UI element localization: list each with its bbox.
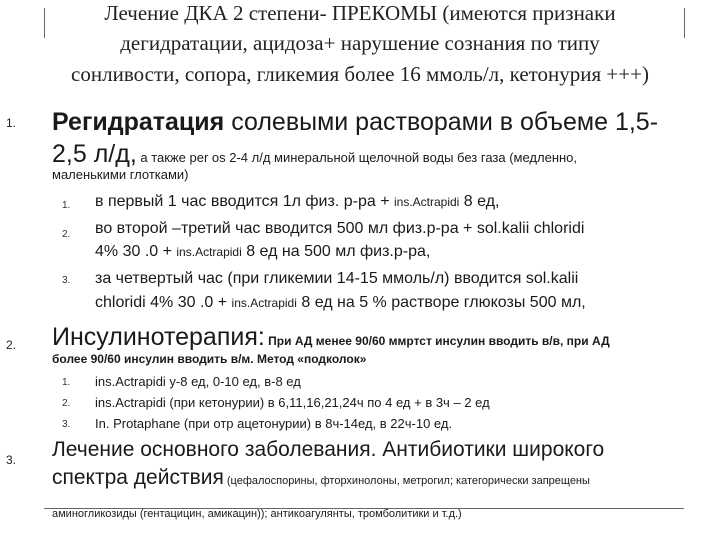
item-1-line-2-big: 2,5 л/д, [52, 140, 137, 168]
title-line-2: дегидратации, ацидоза+ нарушение сознания по типу [120, 31, 600, 55]
item-1-line-1 [52, 108, 658, 137]
item-1-number: 1. [6, 116, 17, 130]
item-2-sub-3-number: 3. [62, 419, 71, 430]
drug-name: ins.Actrapidi [176, 245, 242, 259]
item-1-sub-3-line-2 [95, 294, 586, 312]
item-1-sub-2-number: 2. [62, 229, 71, 240]
item-2-heading-rest: При АД менее 90/60 ммртст инсулин вводить в/в, при АД [264, 334, 610, 348]
item-1-sub-2-line-1: во второй –третий час вводится 500 мл физ.р-ра + sol.kalii chloridi [95, 220, 585, 237]
item-2-number: 2. [6, 338, 17, 352]
title-line-1: Лечение ДКА 2 степени- ПРЕКОМЫ (имеются признаки [104, 1, 616, 25]
text-part: chloridi 4% 30 .0 + [95, 294, 232, 311]
item-3-number: 3. [6, 453, 17, 467]
item-3-line-2-big: спектра действия [52, 466, 224, 489]
drug-name: ins.Actrapidi [231, 296, 297, 310]
item-2-line-1 [52, 323, 610, 352]
text-part: 8 ед на 5 % растворе глюкозы 500 мл, [296, 294, 586, 311]
item-2-sub-2-number: 2. [62, 398, 71, 409]
item-3-line-2 [52, 466, 590, 490]
item-3-line-2-small: (цефалоспорины, фторхинолоны, метрогил; категорически запрещены [223, 475, 590, 487]
item-1-sub-2-line-2 [95, 243, 430, 261]
item-2-sub-2-text: ins.Actrapidi (при кетонурии) в 6,11,16,21,24ч по 4 ед + в 3ч – 2 ед [95, 395, 490, 410]
item-2-sub-1-text: ins.Actrapidi у-8 ед, 0-10 ед, в-8 ед [95, 374, 301, 389]
text-part: 4% 30 .0 + [95, 243, 177, 260]
item-1-heading-rest: солевыми растворами в объеме 1,5- [224, 108, 659, 136]
item-2-heading: Инсулинотерапия: [52, 323, 265, 351]
item-3-line-3: аминогликозиды (гентацицин, амикацин)); антикоагулянты, тромболитики и т.д.) [52, 508, 462, 520]
item-1-sub-3-number: 3. [62, 275, 71, 286]
item-1-line-2 [52, 140, 577, 169]
text-part: в первый 1 час вводится 1л физ. р-ра + [95, 193, 394, 210]
item-1-sub-1-number: 1. [62, 200, 71, 211]
item-2-sub-3-text: In. Protaphane (при отр ацетонурии) в 8ч-14ед, в 22ч-10 ед. [95, 416, 453, 431]
item-1-sub-3-line-1: за четвертый час (при гликемии 14-15 ммоль/л) вводится sol.kalii [95, 270, 579, 287]
item-3-line-1: Лечение основного заболевания. Антибиотики широкого [52, 438, 605, 461]
item-1-sub-1-line-1 [95, 193, 499, 211]
item-1-line-3: маленькими глотками) [52, 167, 189, 182]
item-2-line-2: более 90/60 инсулин вводить в/м. Метод «подколок» [52, 352, 367, 366]
drug-name: ins.Actrapidi [393, 195, 460, 209]
item-2-sub-1-number: 1. [62, 377, 71, 388]
text-part: 8 ед, [459, 193, 500, 210]
title-line-3: сонливости, сопора, гликемия более 16 ммоль/л, кетонурия +++) [71, 62, 649, 86]
item-1-heading: Регидратация [52, 108, 225, 136]
text-part: 8 ед на 500 мл физ.р-ра, [241, 243, 431, 260]
item-1-line-2-small: а также per os 2-4 л/д минеральной щелочной воды без газа (медленно, [136, 150, 578, 165]
